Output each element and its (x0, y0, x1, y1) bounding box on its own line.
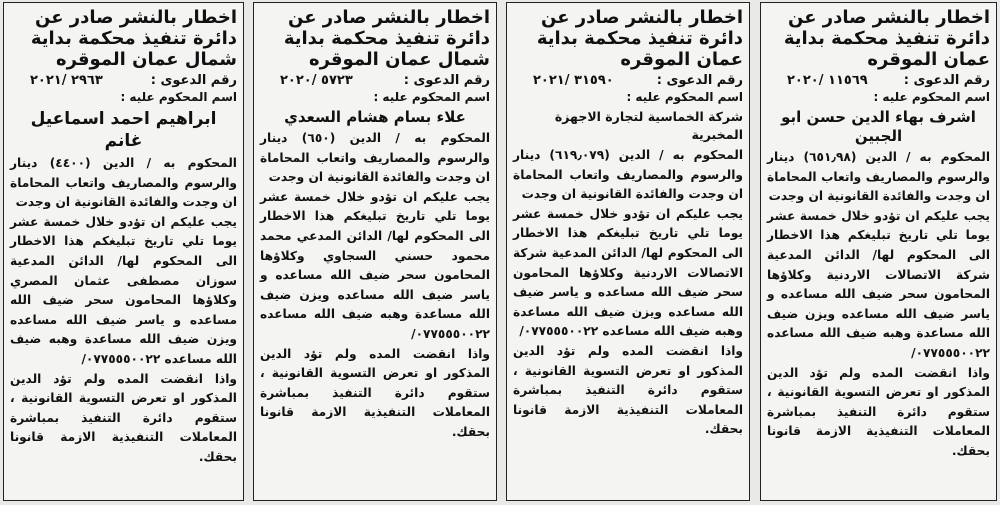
defendant-label: اسم المحكوم عليه : (626, 90, 743, 104)
notice-text: يجب عليكم ان تؤدو خلال خمسة عشر يوما تلي تاريخ تبليغكم هذا الاخطار الى المحكوم لها/ الدائن المدعية سوزان مصطفى عثمان المصري وكلاؤها المحامون سحر ضيف الله مساعده و ياسر ضيف الله مساعده ويزن ضيف الله مساعدة وهبه ضيف الله مساعده ٠٧٧٥٥٥٠٠٢٢/ (10, 214, 237, 366)
defendant-name: ابراهيم احمد اسماعيل غانم (30, 109, 217, 151)
case-number-row (767, 72, 990, 89)
defendant-name: علاء بسام هشام السعدي (284, 108, 466, 126)
notice-title: اخطار بالنشر صادر عن دائرة تنفيذ محكمة بداية شمال عمان الموقره (283, 7, 490, 70)
defendant-label: اسم المحكوم عليه : (873, 90, 990, 104)
closing-text: واذا انقضت المده ولم تؤد الدين المذكور او تعرض التسوية القانونية ، ستقوم دائرة التنفيذ بمباشرة المعاملات التنفيذية الازمة قانونا بحقك. (10, 371, 237, 464)
closing-text: واذا انقضت المده ولم تؤد الدين المذكور او تعرض التسوية القانونية ، ستقوم دائرة التنفيذ بمباشرة المعاملات التنفيذية الازمة قانونا بحقك. (260, 346, 490, 439)
case-label: رقم الدعوى : (903, 73, 990, 88)
judgment-text: المحكوم به / الدين (٦٥٠) دينار والرسوم والمصاريف واتعاب المحاماة ان وجدت والفائدة القانونية ان وجدت (260, 131, 490, 185)
judgment-text: المحكوم به / الدين (٦٥١٫٩٨) دينار والرسوم والمصاريف واتعاب المحاماة ان وجدت والفائدة القانونية ان وجدت (767, 150, 990, 204)
case-label: رقم الدعوى : (656, 73, 743, 88)
notice-text: يجب عليكم ان تؤدو خلال خمسة عشر يوما تلي تاريخ تبليغكم هذا الاخطار الى المحكوم لها/ الدائن المدعية شركة الاتصالات الاردنية وكلاؤها المحامون سحر ضيف الله مساعده و ياسر ضيف الله مساعده ويزن ضيف الله مساعدة وهبه ضيف الله مساعده ٠٧٧٥٥٥٠٠٢٢/ (767, 208, 990, 360)
case-number: ٢٩٦٣ /٢٠٢١ (30, 73, 103, 88)
case-label: رقم الدعوى : (150, 73, 237, 88)
defendant-name: شركة الخماسية لتجارة الاجهزة المخبرية (554, 109, 743, 142)
defendant-label: اسم المحكوم عليه : (373, 90, 490, 104)
judgment-text: المحكوم به / الدين (٤٤٠٠) دينار والرسوم والمصاريف واتعاب المحاماة ان وجدت والفائدة القانونية ان وجدت (10, 156, 237, 210)
case-number: ٣١٥٩٠ /٢٠٢١ (533, 73, 614, 88)
case-number-row (10, 72, 237, 89)
notice-title: اخطار بالنشر صادر عن دائرة تنفيذ محكمة بداية شمال عمان الموقره (30, 7, 237, 70)
notice-card-3 (253, 2, 497, 501)
notice-title: اخطار بالنشر صادر عن دائرة تنفيذ محكمة بداية عمان الموقره (536, 7, 743, 70)
case-number: ٥٧٢٣ /٢٠٢٠ (280, 73, 353, 88)
judgment-text: المحكوم به / الدين (٦١٩٫٠٧٩) دينار والرسوم والمصاريف واتعاب المحاماة ان وجدت والفائدة القانونية ان وجدت (513, 148, 743, 202)
notice-card-4 (3, 2, 244, 501)
notice-card-1 (760, 2, 997, 501)
case-label: رقم الدعوى : (403, 73, 490, 88)
closing-text: واذا انقضت المده ولم تؤد الدين المذكور او تعرض التسوية القانونية ، ستقوم دائرة التنفيذ بمباشرة المعاملات التنفيذية الازمة قانونا بحقك. (513, 343, 743, 437)
closing-text: واذا انقضت المده ولم تؤد الدين المذكور او تعرض التسوية القانونية ، ستقوم دائرة التنفيذ بمباشرة المعاملات التنفيذية الازمة قانونا بحقك. (767, 365, 990, 458)
defendant-label: اسم المحكوم عليه : (120, 90, 237, 104)
case-number-row (260, 72, 490, 89)
notice-text: يجب عليكم ان تؤدو خلال خمسة عشر يوما تلي تاريخ تبليغكم هذا الاخطار الى المحكوم لها/ الدائن المدعي محمد محمود حسني السجاوي وكلاؤها المحامون سحر ضيف الله مساعده و ياسر ضيف الله مساعده ويزن ضيف الله مساعدة وهبه ضيف الله مساعده ٠٧٧٥٥٥٠٠٢٢/ (260, 189, 490, 341)
notice-card-2 (506, 2, 750, 501)
defendant-name: اشرف بهاء الدين حسن ابو الجبين (781, 108, 976, 145)
notice-title: اخطار بالنشر صادر عن دائرة تنفيذ محكمة بداية عمان الموقره (783, 7, 990, 70)
notice-text: يجب عليكم ان تؤدو خلال خمسة عشر يوما تلي تاريخ تبليغكم هذا الاخطار الى المحكوم لها/ الدائن المدعية شركة الاتصالات الاردنية وكلاؤها المحامون سحر ضيف الله مساعده و ياسر ضيف الله مساعده ويزن ضيف الله مساعدة وهبه ضيف الله مساعده ٠٧٧٥٥٥٠٠٢٢/ (513, 206, 743, 339)
case-number: ١١٥٦٩ /٢٠٢٠ (787, 73, 868, 88)
case-number-row (513, 72, 743, 89)
